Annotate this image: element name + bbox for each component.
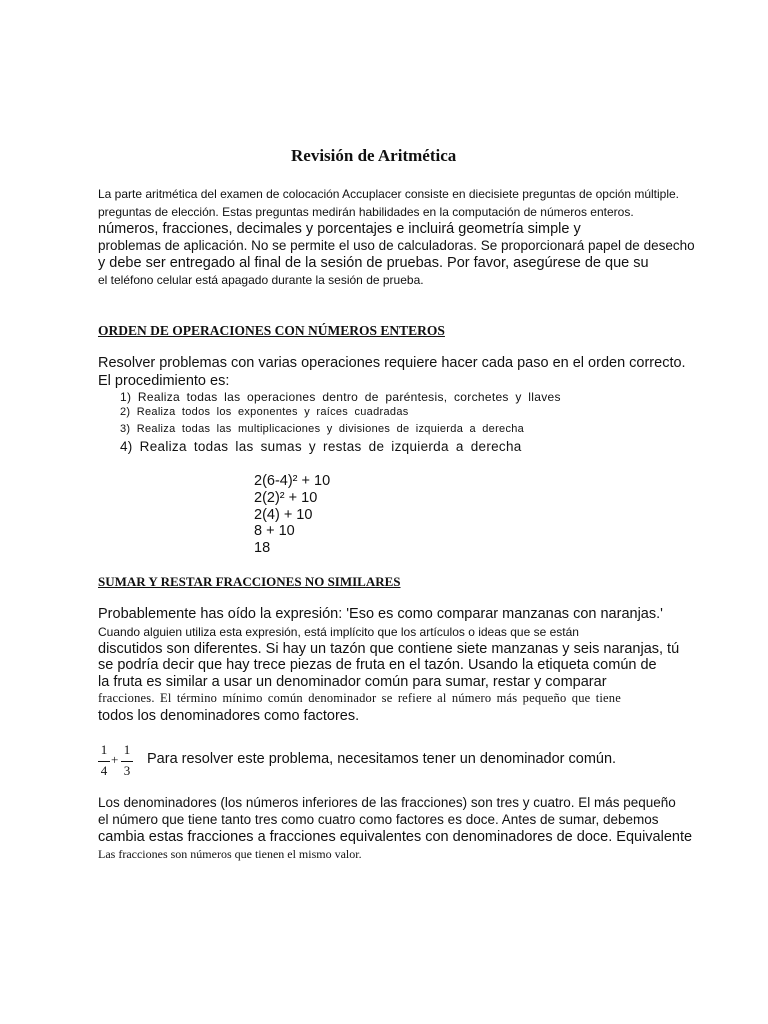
paragraph-line: discutidos son diferentes. Si hay un tazón que contiene siete manzanas y seis naranjas, tú: [98, 641, 680, 657]
fraction-bar: [98, 761, 110, 762]
page-title: Revisión de Aritmética: [291, 146, 457, 165]
step-item: 3) Realiza todas las multiplicaciones y divisiones de izquierda a derecha: [120, 423, 525, 435]
paragraph-line: Resolver problemas con varias operaciones requiere hacer cada paso en el orden correcto.: [98, 355, 686, 371]
intro-line: y debe ser entregado al final de la sesión de pruebas. Por favor, asegúrese de que su: [98, 255, 649, 271]
example-step: 8 + 10: [254, 523, 295, 539]
paragraph-line: fracciones. El término mínimo común denominador se refiere al número más pequeño que tiene: [98, 691, 622, 705]
fraction-caption: Para resolver este problema, necesitamos tener un denominador común.: [147, 751, 617, 767]
intro-line: problemas de aplicación. No se permite el uso de calculadoras. Se proporcionará papel de desecho: [98, 238, 695, 253]
paragraph-line: cambia estas fracciones a fracciones equivalentes con denominadores de doce. Equivalente: [98, 829, 693, 845]
intro-line: preguntas de elección. Estas preguntas medirán habilidades en la computación de números enteros.: [98, 205, 634, 219]
intro-line: La parte aritmética del examen de colocación Accuplacer consiste en diecisiete preguntas de opción múltiple.: [98, 187, 680, 201]
paragraph-line: todos los denominadores como factores.: [98, 708, 360, 724]
example-step: 2(4) + 10: [254, 507, 313, 523]
intro-line: números, fracciones, decimales y porcentajes e incluirá geometría simple y: [98, 221, 581, 237]
plus-sign: +: [111, 752, 119, 767]
section-heading-fractions: SUMAR Y RESTAR FRACCIONES NO SIMILARES: [98, 574, 401, 589]
paragraph-line: Las fracciones son números que tienen el mismo valor.: [98, 847, 362, 861]
fraction-bar: [121, 761, 133, 762]
section-heading-order-of-operations: ORDEN DE OPERACIONES CON NÚMEROS ENTEROS: [98, 323, 445, 338]
fraction-numerator: 1: [123, 742, 131, 757]
example-step: 2(2)² + 10: [254, 490, 318, 506]
step-item: 2) Realiza todos los exponentes y raíces cuadradas: [120, 406, 409, 418]
fraction-numerator: 1: [100, 742, 108, 757]
paragraph-line: se podría decir que hay trece piezas de fruta en el tazón. Usando la etiqueta común de: [98, 657, 657, 673]
fraction-sum: [98, 742, 138, 782]
paragraph-line: el número que tiene tanto tres como cuatro como factores es doce. Antes de sumar, debemos: [98, 812, 659, 827]
example-step: 2(6-4)² + 10: [254, 473, 331, 489]
step-item: 4) Realiza todas las sumas y restas de izquierda a derecha: [120, 439, 522, 454]
intro-line: el teléfono celular está apagado durante la sesión de prueba.: [98, 273, 424, 287]
fraction-denominator: 3: [123, 763, 131, 778]
fraction-denominator: 4: [100, 763, 108, 778]
step-item: 1) Realiza todas las operaciones dentro de paréntesis, corchetes y llaves: [120, 390, 561, 404]
paragraph-line: Los denominadores (los números inferiores de las fracciones) son tres y cuatro. El más pequeño: [98, 795, 676, 810]
paragraph-line: Probablemente has oído la expresión: 'Eso es como comparar manzanas con naranjas.': [98, 606, 663, 622]
paragraph-line: la fruta es similar a usar un denominador común para sumar, restar y comparar: [98, 674, 607, 690]
paragraph-line: El procedimiento es:: [98, 373, 230, 389]
example-result: 18: [254, 540, 271, 556]
paragraph-line: Cuando alguien utiliza esta expresión, está implícito que los artículos o ideas que se están: [98, 625, 579, 639]
